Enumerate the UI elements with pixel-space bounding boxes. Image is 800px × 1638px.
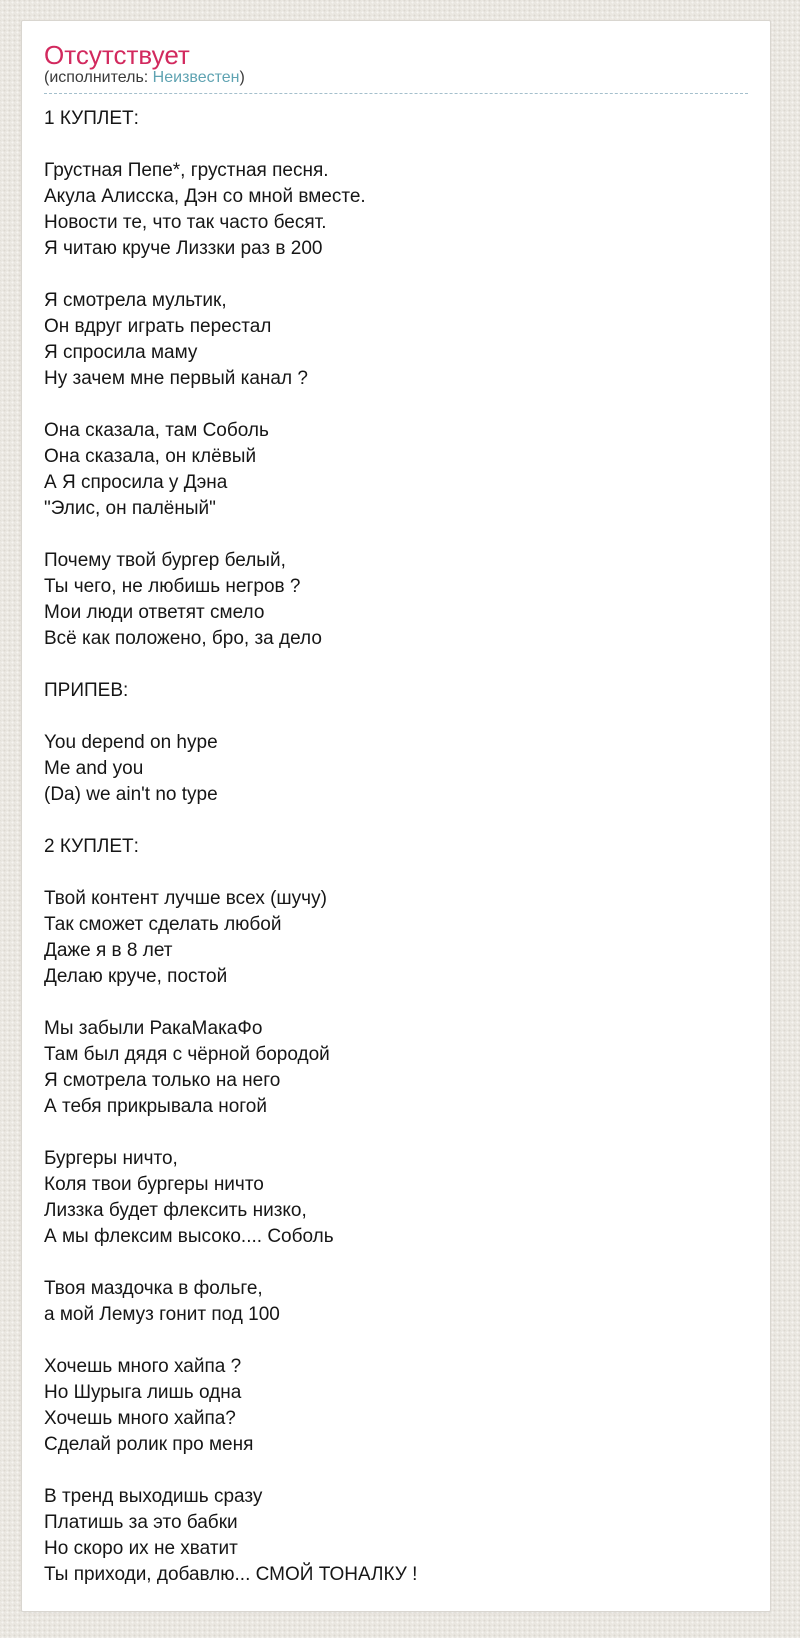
lyrics-line: Me and you	[44, 758, 144, 779]
lyrics-line: Я смотрела только на него	[44, 1070, 281, 1091]
lyrics-line: Так сможет сделать любой	[44, 914, 282, 935]
lyrics-line: Ты чего, не любишь негров ?	[44, 576, 301, 597]
lyrics-line: 2 КУПЛЕТ:	[44, 836, 139, 857]
lyrics-line	[44, 990, 748, 1016]
lyrics-line: Ну зачем мне первый канал ?	[44, 368, 308, 389]
lyrics-line: (Da) we ain't no type	[44, 784, 218, 805]
lyrics-line: Я читаю круче Лиззки раз в 200	[44, 238, 323, 259]
lyrics-line: Почему твой бургер белый,	[44, 550, 286, 571]
lyrics-line: ПРИПЕВ:	[44, 680, 129, 701]
lyrics-line	[44, 1328, 748, 1354]
artist-line	[44, 69, 748, 94]
lyrics-line: В тренд выходишь сразу	[44, 1486, 263, 1507]
lyrics-line: Я спросила маму	[44, 342, 198, 363]
lyrics-line: Мы забыли РакаМакаФо	[44, 1018, 263, 1039]
lyrics-line: Сделай ролик про меня	[44, 1434, 254, 1455]
lyrics-line	[44, 392, 748, 418]
lyrics-line: Лиззка будет флексить низко,	[44, 1200, 307, 1221]
lyrics-card	[21, 20, 771, 1612]
lyrics	[44, 106, 748, 1588]
artist-label-suffix: )	[239, 69, 245, 86]
lyrics-line: Твоя маздочка в фольге,	[44, 1278, 263, 1299]
lyrics-line: 1 КУПЛЕТ:	[44, 108, 139, 129]
lyrics-line: You depend on hype	[44, 732, 218, 753]
lyrics-line: Мои люди ответят смело	[44, 602, 265, 623]
lyrics-line: Твой контент лучше всех (шучу)	[44, 888, 327, 909]
header	[44, 41, 748, 94]
lyrics-line: Грустная Пепе*, грустная песня.	[44, 160, 329, 181]
lyrics-line: Но скоро их не хватит	[44, 1538, 238, 1559]
lyrics-line: Он вдруг играть перестал	[44, 316, 272, 337]
lyrics-line	[44, 1120, 748, 1146]
lyrics-line	[44, 652, 748, 678]
lyrics-line: Платишь за это бабки	[44, 1512, 238, 1533]
lyrics-line: А мы флексим высоко.... Соболь	[44, 1226, 334, 1247]
lyrics-line: "Элис, он палёный"	[44, 498, 216, 519]
lyrics-line: Я смотрела мультик,	[44, 290, 227, 311]
lyrics-line: А Я спросила у Дэна	[44, 472, 228, 493]
lyrics-line: Хочешь много хайпа ?	[44, 1356, 242, 1377]
lyrics-line: Хочешь много хайпа?	[44, 1408, 236, 1429]
lyrics-line	[44, 522, 748, 548]
lyrics-line	[44, 808, 748, 834]
lyrics-line	[44, 262, 748, 288]
lyrics-line: Она сказала, там Соболь	[44, 420, 269, 441]
song-title: Отсутствует	[44, 40, 190, 70]
lyrics-line	[44, 132, 748, 158]
lyrics-line: а мой Лемуз гонит под 100	[44, 1304, 280, 1325]
artist-link[interactable]: Неизвестен	[152, 69, 240, 86]
artist-label-prefix: (исполнитель:	[44, 69, 153, 86]
lyrics-line	[44, 704, 748, 730]
lyrics-line: А тебя прикрывала ногой	[44, 1096, 267, 1117]
lyrics-line: Ты приходи, добавлю... СМОЙ ТОНАЛКУ !	[44, 1564, 418, 1585]
lyrics-line: Но Шурыга лишь одна	[44, 1382, 242, 1403]
lyrics-line: Коля твои бургеры ничто	[44, 1174, 264, 1195]
lyrics-line: Акула Алисска, Дэн со мной вместе.	[44, 186, 366, 207]
lyrics-line	[44, 1458, 748, 1484]
lyrics-line: Делаю круче, постой	[44, 966, 228, 987]
lyrics-line	[44, 860, 748, 886]
lyrics-line: Даже я в 8 лет	[44, 940, 173, 961]
lyrics-line: Всё как положено, бро, за дело	[44, 628, 322, 649]
lyrics-line: Новости те, что так часто бесят.	[44, 212, 327, 233]
lyrics-line: Бургеры ничто,	[44, 1148, 178, 1169]
lyrics-line	[44, 1250, 748, 1276]
lyrics-line: Она сказала, он клёвый	[44, 446, 257, 467]
lyrics-line: Там был дядя с чёрной бородой	[44, 1044, 330, 1065]
